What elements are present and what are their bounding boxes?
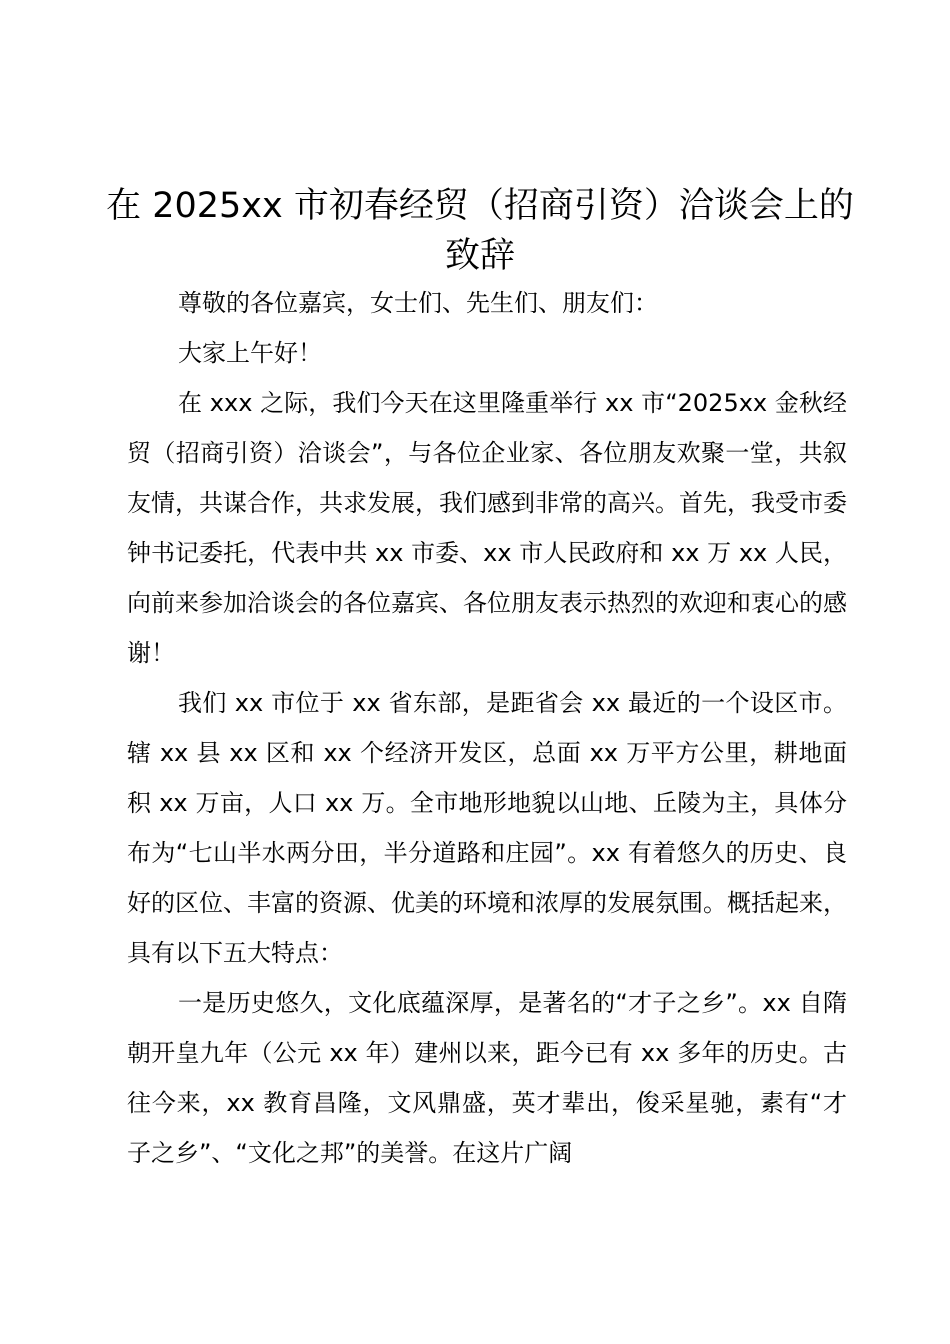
opening-paragraph: 在 xxx 之际，我们今天在这里隆重举行 xx 市“2025xx 金秋经贸（招商引资）洽谈会”，与各位企业家、各位朋友欢聚一堂，共叙友情，共谋合作，共求发展，我们感到非常的高兴。首先，我受市委钟书记委托，代表中共 xx 市委、xx 市人民政府和 xx 万 xx 人民，向前来参加洽谈会的各位嘉宾、各位朋友表示热烈的欢迎和衷心的感谢！ (127, 389, 847, 667)
salutation-paragraph: 尊敬的各位嘉宾，女士们、先生们、朋友们： (178, 289, 658, 317)
city-overview-paragraph: 我们 xx 市位于 xx 省东部，是距省会 xx 最近的一个设区市。辖 xx 县 xx 区和 xx 个经济开发区，总面 xx 万平方公里，耕地面积 xx 万亩，人口 xx 万。全市地形地貌以山地、丘陵为主，具体分布为“七山半水两分田，半分道路和庄园”。xx 有着悠久的历史、良好的区位、丰富的资源、优美的环境和浓厚的发展氛围。概括起来，具有以下五大特点： (127, 689, 847, 967)
greeting-paragraph: 大家上午好！ (178, 339, 322, 367)
document-body (127, 278, 847, 1178)
document-title: 在 2025xx 市初春经贸（招商引资）洽谈会上的致辞 (106, 186, 854, 276)
history-paragraph: 一是历史悠久，文化底蕴深厚，是著名的“才子之乡”。xx 自隋朝开皇九年（公元 xx 年）建州以来，距今已有 xx 多年的历史。古往今来，xx 教育昌隆，文风鼎盛，英才辈出，俊采星驰，素有“才子之乡”、“文化之邦”的美誉。在这片广阔 (127, 989, 847, 1167)
